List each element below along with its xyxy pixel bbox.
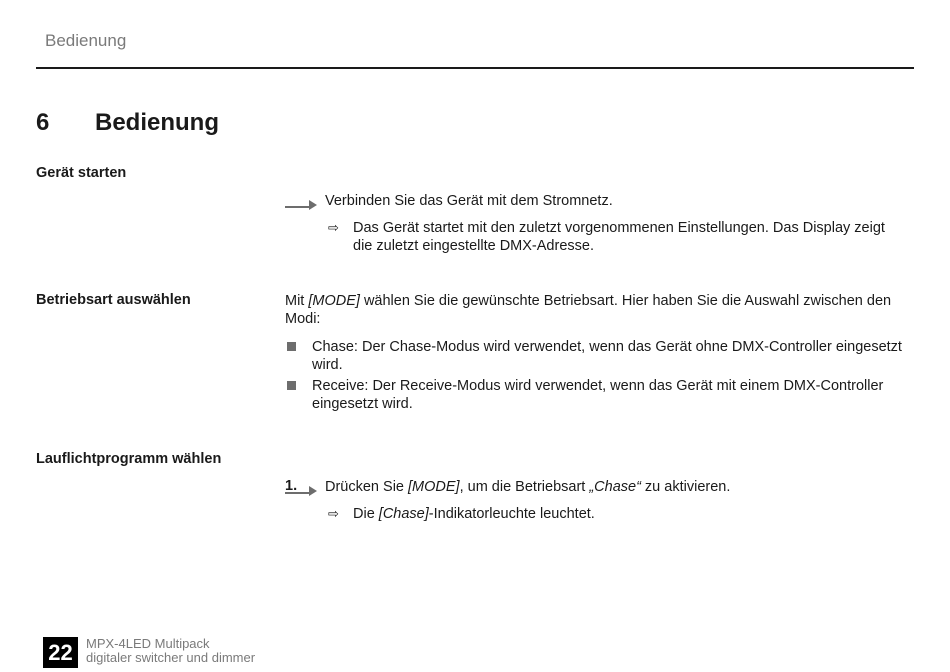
bullet-chase-line1: Chase: Der Chase-Modus wird verwendet, wenn das Gerät ohne DMX-Controller eingesetzt [312, 339, 902, 355]
result-arrow-icon: ⇨ [328, 506, 339, 521]
section-heading-start: Gerät starten [36, 165, 127, 181]
mode-intro-line2: Modi: [285, 311, 321, 327]
footer-page-number: 22 [43, 637, 78, 668]
step-number: 1. [285, 478, 298, 494]
mode-name: „Chase“ [589, 479, 641, 495]
chapter-number: 6 [36, 109, 50, 136]
result-text-line1: Das Gerät startet mit den zuletzt vorgenommenen Einstellungen. Das Display zeigt [353, 220, 885, 236]
result-text-line2: die zuletzt eingestellte DMX-Adresse. [353, 238, 594, 254]
page-header-title: Bedienung [45, 31, 127, 50]
instruction-text: Verbinden Sie das Gerät mit dem Stromnetz. [325, 193, 613, 209]
bullet-receive-line1: Receive: Der Receive-Modus wird verwendet, wenn das Gerät mit einem DMX-Controller [312, 378, 884, 394]
step-result-text: Die [Chase]-Indikatorleuchte leuchtet. [353, 506, 595, 522]
footer-product-line1: MPX-4LED Multipack [86, 636, 210, 651]
mode-key: [MODE] [308, 293, 360, 309]
bullet-square [287, 342, 296, 351]
bullet-chase-line2: wird. [312, 357, 343, 373]
section-heading-mode: Betriebsart auswählen [36, 292, 191, 308]
result-arrow-icon: ⇨ [328, 220, 339, 235]
bullet-receive-line2: eingesetzt wird. [312, 396, 413, 412]
footer-product-line2: digitaler switcher und dimmer [86, 650, 256, 665]
step-text: Drücken Sie [MODE], um die Betriebsart „Chase“ zu aktivieren. [325, 479, 731, 495]
action-arrow-icon [285, 199, 319, 211]
mode-intro-line1: Mit [MODE] wählen Sie die gewünschte Betriebsart. Hier haben Sie die Auswahl zwischen den [285, 293, 892, 309]
step-arrow-icon [285, 485, 319, 497]
bullet-square [287, 381, 296, 390]
mode-key: [MODE] [408, 479, 460, 495]
indicator-key: [Chase] [378, 506, 429, 522]
section-heading-program: Lauflichtprogramm wählen [36, 451, 222, 467]
header-rule [36, 67, 914, 69]
chapter-title: Bedienung [95, 109, 219, 136]
